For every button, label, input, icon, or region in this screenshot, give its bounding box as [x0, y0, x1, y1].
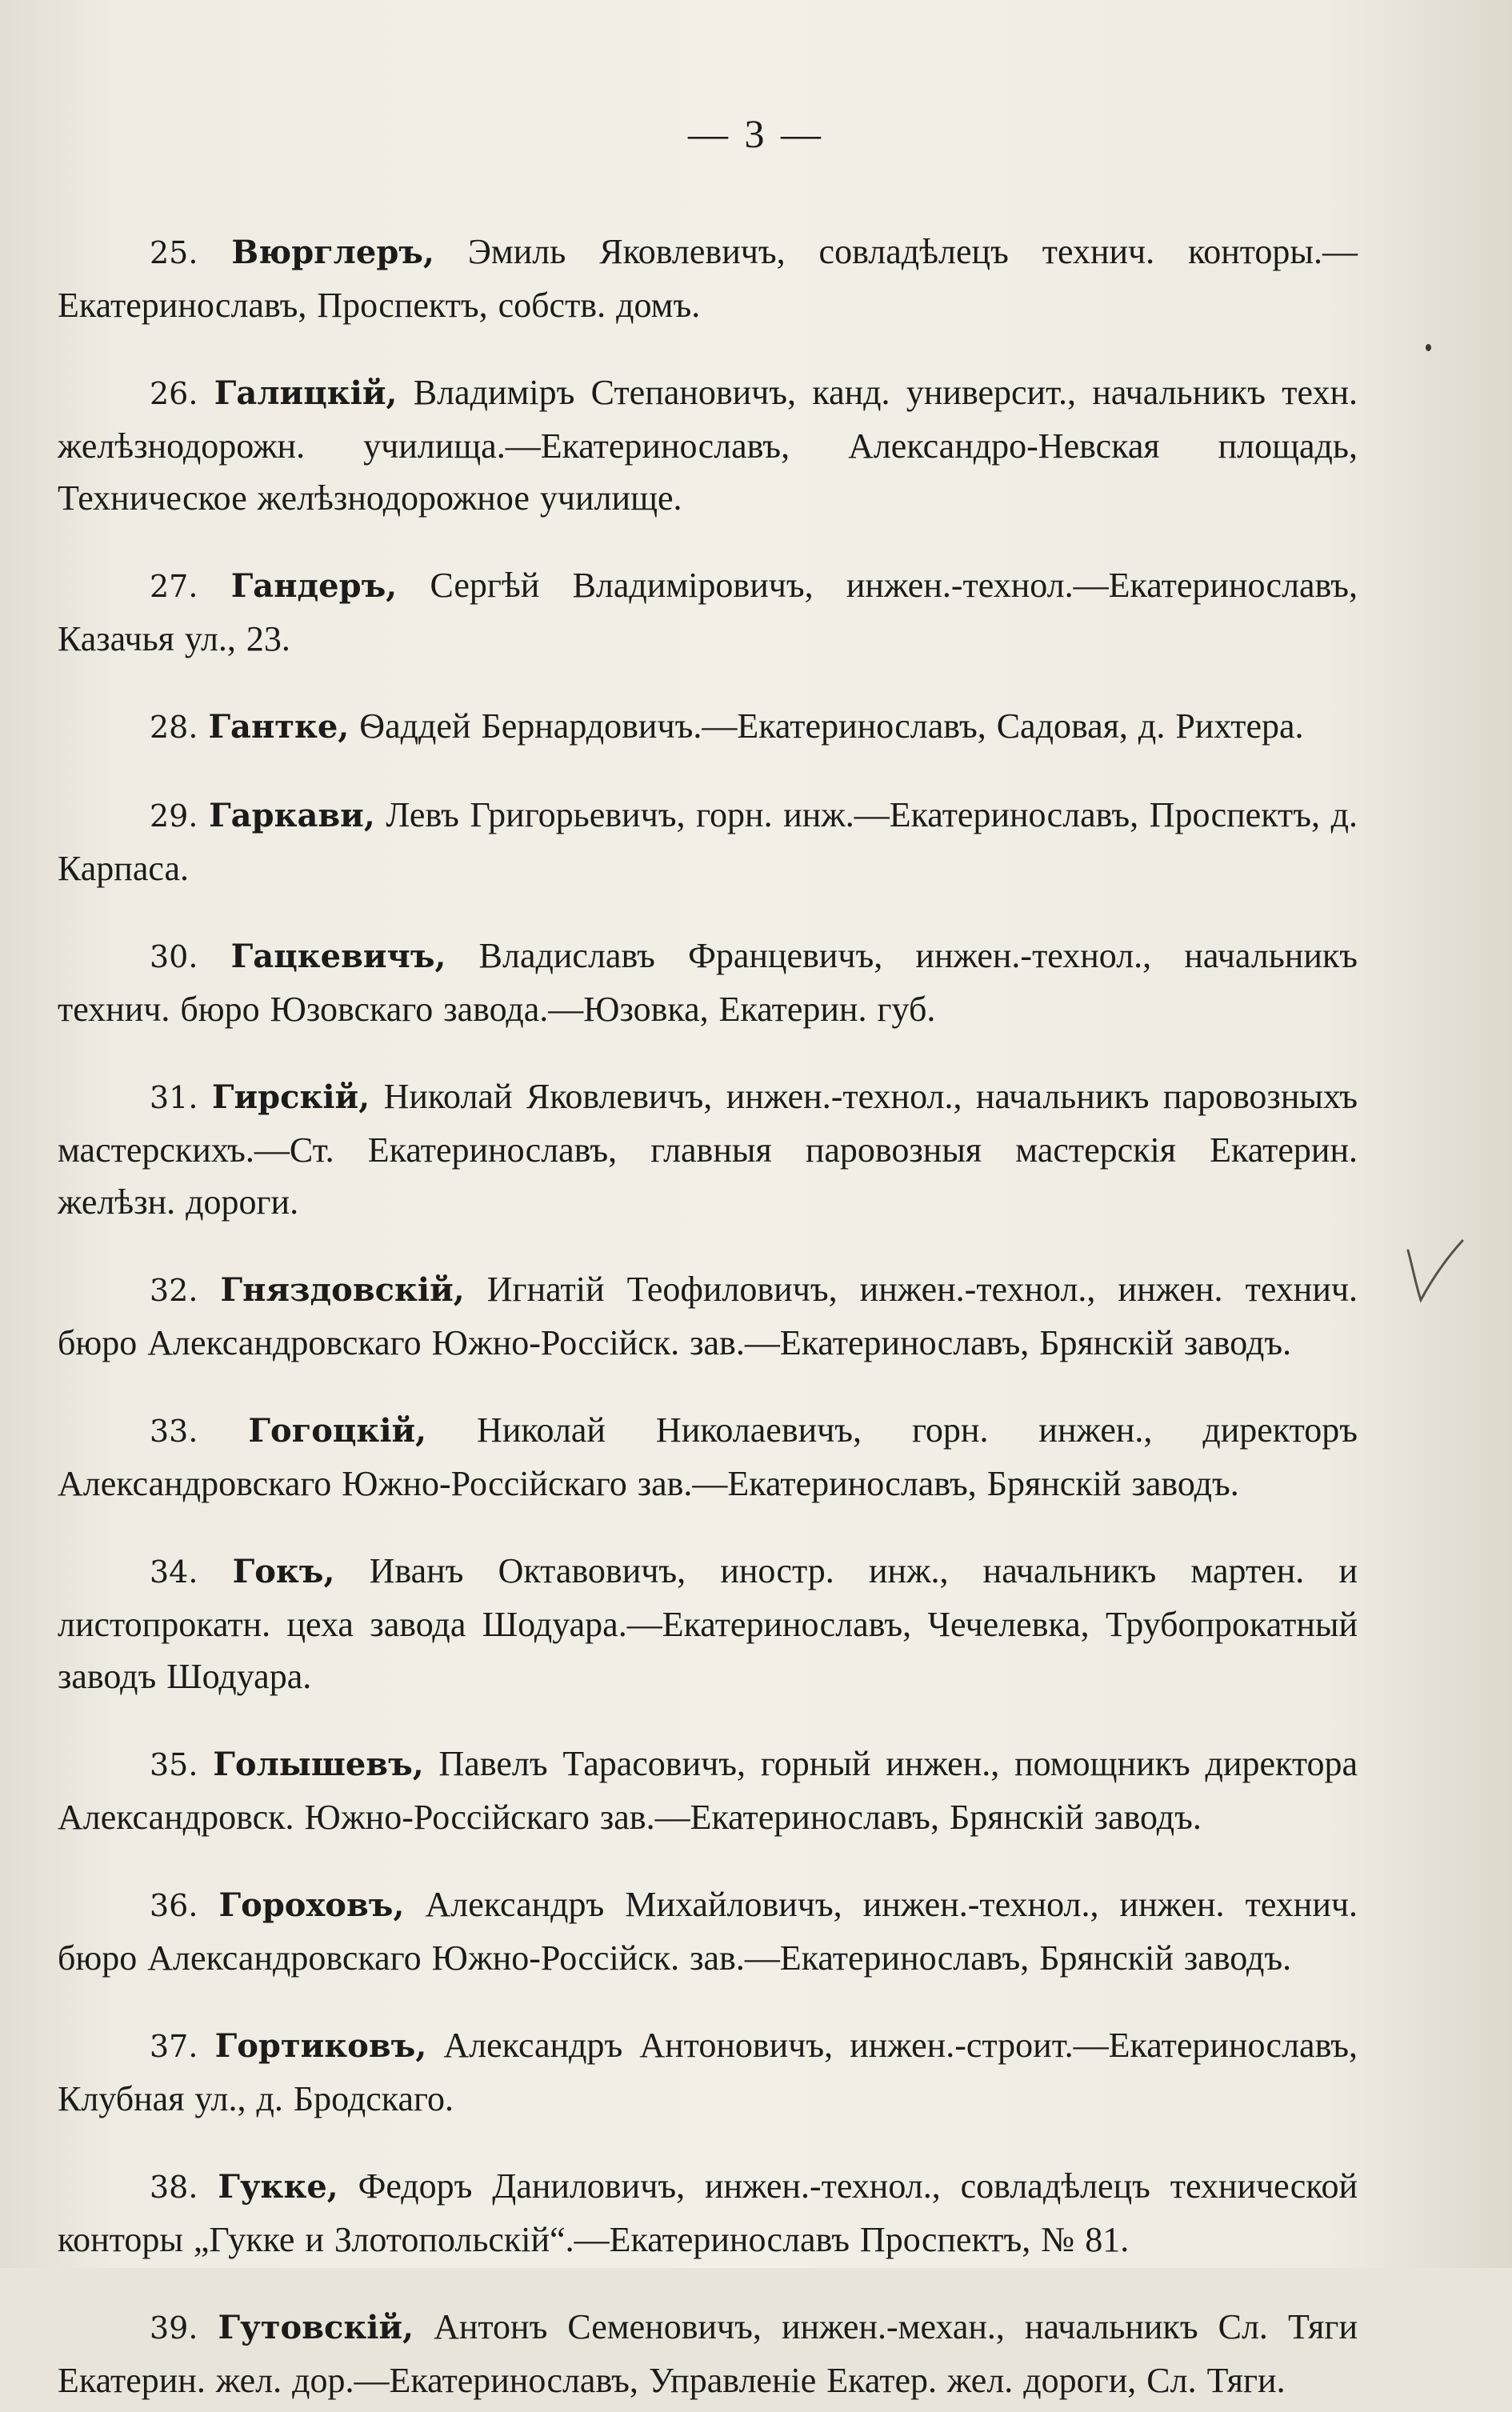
entry-31 [58, 1070, 1358, 1228]
entry-36 [58, 1878, 1358, 1984]
entry-text: Николай Николаевичъ, горн. инжен., директоръ Александровскаго Южно-Россійскаго зав.—Екатеринославъ, Брянскій заводъ. [58, 1410, 1358, 1503]
entry-surname: Гокъ, [232, 1553, 335, 1590]
entry-number: 27. [150, 569, 198, 604]
entry-number: 28. [150, 710, 198, 745]
entry-number: 36. [150, 1888, 198, 1923]
entry-30 [58, 930, 1358, 1035]
entry-34 [58, 1545, 1358, 1702]
entry-number: 38. [150, 2170, 198, 2205]
entry-number: 34. [150, 1554, 198, 1590]
entry-text: Павелъ Тарасовичъ, горный инжен., помощникъ директора Александровск. Южно-Россійскаго зав.—Екатеринославъ, Брянскій заводъ. [58, 1744, 1358, 1837]
entry-surname: Гантке, [208, 708, 350, 746]
entry-surname: Гукке, [218, 2168, 338, 2206]
entry-surname: Гортиковъ, [214, 2027, 427, 2065]
entry-number: 35. [150, 1747, 198, 1782]
entry-text: Ѳаддей Бернардовичъ.—Екатеринославъ, Садовая, д. Рихтера. [349, 706, 1304, 746]
entry-surname: Гирскій, [211, 1078, 370, 1116]
entry-text: Владиславъ Францевичъ, инжен.-технол., начальникъ технич. бюро Юзовскаго завода.—Юзовка, Екатерин. губ. [58, 936, 1358, 1029]
entry-38 [58, 2160, 1358, 2266]
entry-number: 25. [150, 235, 198, 270]
entry-text: Владиміръ Степановичъ, канд. университ., начальникъ техн. желѣзнодорожн. училища.—Екатеринославъ, Александро-Невская площадь, Техническое желѣзнодорожное училище. [58, 373, 1358, 518]
entry-surname: Гняздовскій, [220, 1271, 465, 1309]
entry-text: Федоръ Даниловичъ, инжен.-технол., совладѣлецъ технической конторы „Гукке и Злотопольскій“.—Екатеринославъ Проспектъ, № 81. [58, 2166, 1358, 2259]
entry-number: 29. [150, 798, 198, 834]
entry-surname: Гацкевичъ, [230, 938, 446, 975]
entry-text: Антонъ Семеновичъ, инжен.-механ., начальникъ Сл. Тяги Екатерин. жел. дор.—Екатеринославъ, Управленіе Екатер. жел. дороги, Сл. Тяги. [58, 2307, 1358, 2400]
entry-25 [58, 226, 1358, 331]
entry-text: Николай Яковлевичъ, инжен.-технол., начальникъ паровозныхъ мастерскихъ.—Ст. Екатеринославъ, главныя паровозныя мастерскія Екатерин. желѣзн. дороги. [58, 1077, 1358, 1222]
entry-surname: Гаркави, [209, 797, 375, 834]
entry-27 [58, 559, 1358, 665]
ink-speck [1426, 344, 1431, 351]
pencil-check-mark [1402, 1236, 1466, 1308]
entry-32 [58, 1263, 1358, 1369]
entry-35 [58, 1738, 1358, 1843]
entry-surname: Вюрглеръ, [231, 234, 434, 271]
entry-text: Иванъ Октавовичъ, иностр. инж., начальникъ мартен. и листопрокатн. цеха завода Шодуара.—Екатеринославъ, Чечелевка, Трубопрокатный заводъ Шодуара. [58, 1551, 1358, 1696]
entry-text: Игнатій Теофиловичъ, инжен.-технол., инжен. технич. бюро Александровскаго Южно-Россійск. зав.—Екатеринославъ, Брянскій заводъ. [58, 1270, 1358, 1362]
entry-33 [58, 1404, 1358, 1510]
entry-surname: Гандеръ, [230, 567, 398, 605]
entry-39 [58, 2301, 1358, 2406]
entry-number: 33. [150, 1414, 198, 1449]
entry-text: Эмиль Яковлевичъ, совладѣлецъ технич. конторы.—Екатеринославъ, Проспектъ, собств. домъ. [58, 232, 1358, 325]
entry-26 [58, 366, 1358, 524]
directory-entries [58, 190, 1358, 2412]
entry-number: 32. [150, 1273, 198, 1308]
entry-number: 39. [150, 2310, 198, 2346]
entry-number: 31. [150, 1080, 198, 1115]
entry-text: Александръ Михайловичъ, инжен.-технол., инжен. технич. бюро Александровскаго Южно-Россійск. зав.—Екатеринославъ, Брянскій заводъ. [58, 1885, 1358, 1978]
entry-28 [58, 700, 1358, 754]
entry-surname: Гороховъ, [218, 1886, 405, 1924]
entry-number: 26. [150, 376, 198, 411]
entry-text: Левъ Григорьевичъ, горн. инж.—Екатеринославъ, Проспектъ, д. Карпаса. [58, 795, 1358, 888]
entry-29 [58, 789, 1358, 894]
entry-text: Сергѣй Владиміровичъ, инжен.-технол.—Екатеринославъ, Казачья ул., 23. [58, 566, 1358, 658]
entry-number: 37. [150, 2029, 198, 2064]
entry-surname: Гутовскій, [218, 2309, 414, 2346]
entry-37 [58, 2019, 1358, 2125]
entry-surname: Голышевъ, [213, 1746, 424, 1783]
entry-text: Александръ Антоновичъ, инжен.-строит.—Екатеринославъ, Клубная ул., д. Бродскаго. [58, 2026, 1358, 2118]
page-number: — 3 — [688, 111, 824, 156]
entry-surname: Галицкій, [214, 374, 398, 412]
entry-number: 30. [150, 939, 198, 974]
entry-surname: Гогоцкій, [248, 1412, 427, 1450]
